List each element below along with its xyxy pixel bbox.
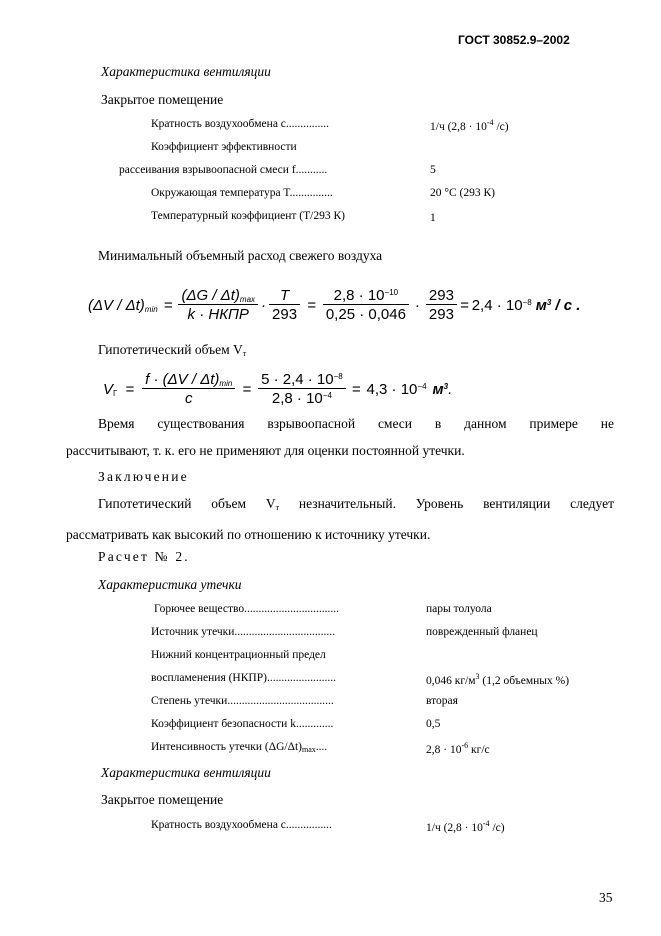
param-label: Горючее вещество................................. <box>154 603 339 615</box>
eq-fraction: $\frac{2,8 \cdot 10^{-10}}{0,25 \cdot 0,046}$ <box>323 287 409 323</box>
param-value: 5 <box>430 164 436 176</box>
param-label: Нижний концентрационный предел <box>151 649 326 661</box>
eq-lhs: $(\Delta V / \Delta t)_{min}$ <box>88 296 158 314</box>
param-value: $2,8 \cdot 10^{-6}$ кг/с <box>426 741 490 756</box>
eq-fraction: $\frac{T}{293}$ <box>269 287 300 323</box>
eq-fraction: $\frac{5 \cdot 2,4 \cdot 10^{-8}}{2,8 \cdot 10^{-4}}$ <box>258 371 346 407</box>
equation-min-flow: $(\Delta V / \Delta t)_{min}$ = $\frac{(\Delta G / \Delta t)_{max}}{\text{k · НКПР}}$ · $\frac{T}{293}$ = $\frac{2,8 \cdot 10^{-10}}{0,25 \cdot 0,046}$ · $\frac{293}{293}$ = $2,4 \cdot 10^{-8}$ $м^3$ / с . <box>88 287 581 323</box>
param-value: 1/ч ($2,8 \cdot 10^{-4}$ /c) <box>430 118 509 133</box>
hyp-volume-title: Гипотетический объем $V_т$ <box>98 342 247 358</box>
param-value: вторая <box>426 695 458 707</box>
paragraph-lifetime: Время существования взрывоопасной смеси в данном примере не рассчитывают, т. к. его не применяют для оценки постоянной утечки. <box>66 416 614 458</box>
eq-unit: $м^3$. <box>432 380 453 398</box>
param-value: поврежденный фланец <box>426 626 538 638</box>
param-value: 1 <box>430 212 436 224</box>
conclusion-heading: Заключение <box>98 469 189 484</box>
room-type: Закрытое помещение <box>101 792 224 807</box>
param-label: Источник утечки................................... <box>151 626 336 638</box>
eq-unit: $м^3$ / с . <box>535 296 581 314</box>
document-id: ГОСТ 30852.9–2002 <box>458 33 570 47</box>
param-label: Коэффициент безопасности k............. <box>151 718 334 730</box>
param-label: рассеивания взрывоопасной смеси f........... <box>119 164 328 176</box>
eq-fraction: $\frac{f \cdot (\Delta V / \Delta t)_{min}}{c}$ <box>142 371 235 407</box>
paragraph-conclusion: Гипотетический объем $V_т$ незначительный. Уровень вентиляции следует рассматривать как высокий по отношению к источнику утечки. <box>66 496 614 542</box>
eq-result: $2,4 \cdot 10^{-8}$ <box>471 296 532 314</box>
param-value: 0,5 <box>426 718 441 730</box>
eq-fraction: $\frac{(\Delta G / \Delta t)_{max}}{\text{k · НКПР}}$ <box>178 287 258 323</box>
param-value: 0,046 $кг/м^3$ (1,2 объемных %) <box>426 672 570 687</box>
calc2-heading: Расчет № 2. <box>98 549 190 564</box>
min-flow-title: Минимальный объемный расход свежего воздуха <box>98 248 383 263</box>
page-number: 35 <box>599 890 613 905</box>
eq-fraction: $\frac{293}{293}$ <box>426 287 457 323</box>
param-label: Окружающая температура T............... <box>151 187 333 199</box>
room-type: Закрытое помещение <box>101 92 224 107</box>
heading-leak: Характеристика утечки <box>98 577 242 592</box>
heading-ventilation: Характеристика вентиляции <box>101 765 271 780</box>
param-label: Кратность воздухообмена c................ <box>151 819 332 831</box>
param-label: воспламенения (НКПР)........................ <box>151 672 336 684</box>
param-value: 20 °С (293 К) <box>430 187 495 199</box>
param-label: Кратность воздухообмена c............... <box>151 118 330 130</box>
heading-ventilation: Характеристика вентиляции <box>101 64 271 79</box>
equation-hyp-volume: $V_Г$ = $\frac{f \cdot (\Delta V / \Delta t)_{min}}{c}$ = $\frac{5 \cdot 2,4 \cdot 10^{-8}}{2,8 \cdot 10^{-4}}$ = $4,3 \cdot 10^{-4}$ $м^3$. <box>103 371 453 407</box>
param-label: Степень утечки..................................... <box>151 695 334 707</box>
param-label: Температурный коэффициент (T/293 К) <box>151 210 345 222</box>
param-value: 1/ч ($2,8 \cdot 10^{-4}$ /c) <box>426 819 505 834</box>
eq-lhs: $V_Г$ <box>103 380 118 398</box>
param-label: Интенсивность утечки $(\Delta G/\Delta t)_{max}$.... <box>151 741 328 754</box>
param-label: Коэффициент эффективности <box>151 141 297 153</box>
param-value: пары толуола <box>426 603 492 615</box>
eq-result: $4,3 \cdot 10^{-4}$ <box>366 380 427 398</box>
